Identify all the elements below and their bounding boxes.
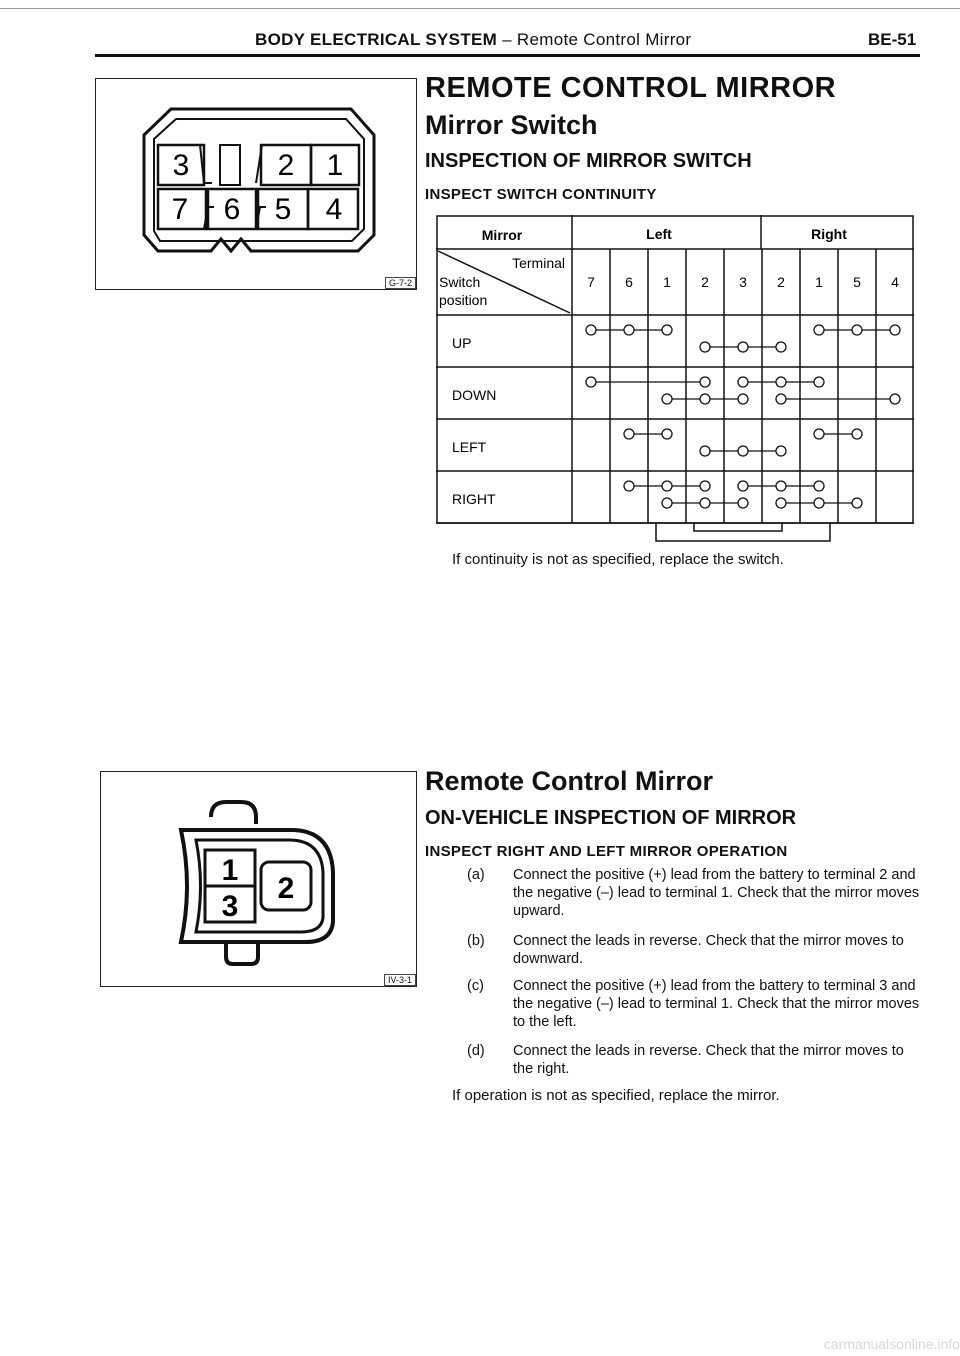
terminal-column-label: 6 (625, 274, 633, 290)
continuity-node (776, 481, 786, 491)
continuity-node (852, 325, 862, 335)
continuity-node (700, 498, 710, 508)
left-header: Left (646, 226, 672, 242)
continuity-node (662, 498, 672, 508)
step-d (467, 1042, 927, 1082)
figure-code-iv31: IV-3-1 (384, 974, 416, 986)
continuity-node (586, 377, 596, 387)
terminal-label-6: 6 (223, 193, 241, 226)
inspection-heading: INSPECTION OF MIRROR SWITCH (425, 150, 752, 172)
header-rule (95, 54, 920, 57)
step-a-text: Connect the positive (+) lead from the battery to terminal 2 and the negative (–) lead to terminal 1. Check that the mirror moves upward. (513, 867, 920, 919)
terminal-label-7: 7 (171, 193, 189, 226)
continuity-node (700, 481, 710, 491)
continuity-node (624, 325, 634, 335)
mirror-terminal-3: 3 (221, 890, 239, 923)
continuity-node (814, 429, 824, 439)
bottom-bracket (656, 523, 830, 541)
mirror-terminal-2: 2 (277, 872, 295, 905)
continuity-node (662, 481, 672, 491)
mirror-terminal-1: 1 (221, 854, 239, 887)
terminal-column-label: 7 (587, 274, 595, 290)
continuity-node (814, 325, 824, 335)
continuity-node (814, 498, 824, 508)
terminal-label-4: 4 (325, 193, 343, 226)
row-position-label: RIGHT (452, 491, 496, 507)
step-b-text: Connect the leads in reverse. Check that the mirror moves to downward. (513, 933, 904, 967)
terminal-column-label: 1 (663, 274, 671, 290)
operation-subheading: INSPECT RIGHT AND LEFT MIRROR OPERATION (425, 843, 788, 860)
continuity-node (738, 394, 748, 404)
terminal-label-3: 3 (172, 149, 190, 182)
switch-note: If continuity is not as specified, replace the switch. (452, 551, 784, 568)
mirror-connector-drawing (101, 772, 416, 986)
continuity-node (776, 394, 786, 404)
continuity-node (738, 377, 748, 387)
step-a (467, 866, 927, 926)
top-edge-line (0, 8, 960, 9)
continuity-node (814, 481, 824, 491)
continuity-node (852, 498, 862, 508)
figure-code-g72: G-7-2 (385, 277, 416, 289)
continuity-node (624, 481, 634, 491)
step-c-text: Connect the positive (+) lead from the battery to terminal 3 and the negative (–) lead to terminal 1. Check that the mirror moves to the left. (513, 978, 920, 1030)
inspection-subheading: INSPECT SWITCH CONTINUITY (425, 186, 657, 203)
mirror-header: Mirror (481, 227, 523, 243)
position-header: position (439, 292, 488, 308)
continuity-node (662, 429, 672, 439)
continuity-node (738, 342, 748, 352)
continuity-node (738, 498, 748, 508)
mirror-connector-figure (100, 771, 417, 987)
continuity-node (776, 377, 786, 387)
continuity-node (662, 394, 672, 404)
terminal-label-5: 5 (274, 193, 292, 226)
step-c (467, 977, 927, 1037)
continuity-table (436, 215, 922, 545)
terminal-column-label: 2 (701, 274, 709, 290)
terminal-label-2: 2 (277, 149, 295, 182)
page-number: BE-51 (868, 30, 917, 49)
watermark: carmanualsonline.info (823, 1336, 960, 1352)
continuity-node (776, 446, 786, 456)
terminal-column-label: 4 (891, 274, 899, 290)
page-header (255, 30, 691, 50)
terminal-column-label: 3 (739, 274, 747, 290)
row-position-label: DOWN (452, 387, 497, 403)
step-d-text: Connect the leads in reverse. Check that the mirror moves to the right. (513, 1043, 904, 1077)
step-b-label: (b) (467, 933, 485, 949)
terminal-label-1: 1 (326, 149, 344, 182)
step-d-label: (d) (467, 1043, 485, 1059)
header-subsection: – Remote Control Mirror (502, 30, 692, 49)
right-header: Right (811, 226, 847, 242)
continuity-node (814, 377, 824, 387)
row-position-label: UP (452, 335, 472, 351)
on-vehicle-heading: ON-VEHICLE INSPECTION OF MIRROR (425, 807, 797, 829)
switch-header: Switch (439, 274, 481, 290)
continuity-node (586, 325, 596, 335)
continuity-node (700, 394, 710, 404)
section-subtitle: Mirror Switch (425, 110, 598, 140)
step-c-label: (c) (467, 978, 484, 994)
terminal-column-label: 5 (853, 274, 861, 290)
table-border (437, 216, 913, 523)
continuity-node (776, 498, 786, 508)
step-b (467, 932, 927, 972)
mirror-note: If operation is not as specified, replace the mirror. (452, 1087, 780, 1104)
continuity-node (700, 446, 710, 456)
switch-connector-drawing (96, 79, 416, 289)
continuity-node (738, 446, 748, 456)
continuity-node (700, 342, 710, 352)
continuity-node (776, 342, 786, 352)
terminal-column-label: 1 (815, 274, 823, 290)
switch-connector-figure (95, 78, 417, 290)
row-position-label: LEFT (452, 439, 487, 455)
continuity-node (662, 325, 672, 335)
continuity-node (700, 377, 710, 387)
terminal-header: Terminal (512, 255, 565, 271)
inner-bracket (694, 523, 782, 531)
terminal-column-label: 2 (777, 274, 785, 290)
remote-mirror-title: Remote Control Mirror (425, 766, 714, 796)
continuity-node (738, 481, 748, 491)
section-title: REMOTE CONTROL MIRROR (425, 72, 837, 104)
continuity-node (852, 429, 862, 439)
header-section: BODY ELECTRICAL SYSTEM (255, 30, 498, 49)
step-a-label: (a) (467, 867, 485, 883)
continuity-node (890, 394, 900, 404)
continuity-node (624, 429, 634, 439)
continuity-node (890, 325, 900, 335)
